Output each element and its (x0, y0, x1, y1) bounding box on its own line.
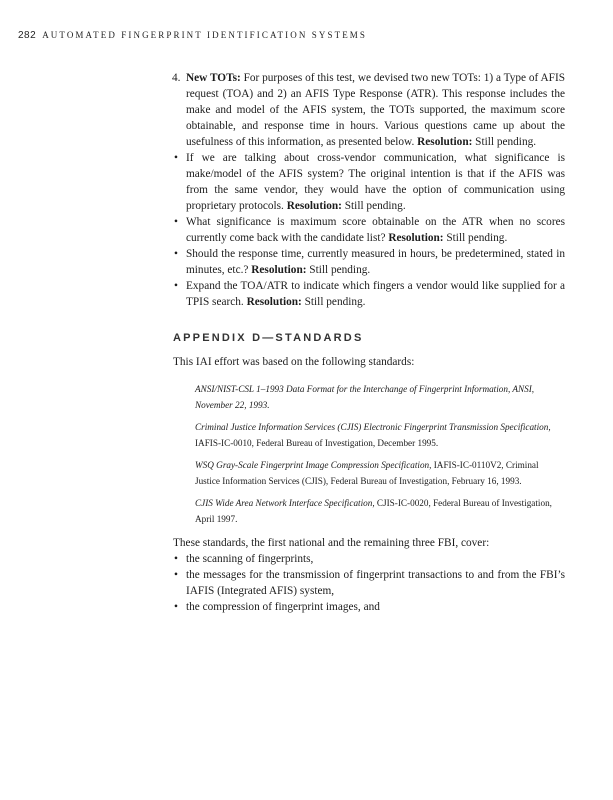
resolution-text: Still pending. (443, 232, 508, 244)
list-item (173, 599, 565, 615)
reference-item (195, 496, 565, 527)
item-label: New TOTs: (186, 72, 241, 84)
reference-title: WSQ Gray-Scale Fingerprint Image Compression Specification, (195, 460, 432, 470)
reference-title: Criminal Justice Information Services (CJIS) Electronic Fingerprint Transmission Specification, (195, 422, 551, 432)
list-item-text: the scanning of fingerprints, (186, 553, 314, 565)
list-item-text: the compression of fingerprint images, and (186, 601, 380, 613)
sub-bullet-list (173, 150, 565, 310)
running-head (18, 30, 367, 41)
cover-list (173, 551, 565, 615)
reference-details: CJIS-IC-0020, Federal Bureau of Investigation, April 1997. (195, 498, 552, 524)
list-item (173, 214, 565, 246)
list-item-text: If we are talking about cross-vendor communication, what significance is make/model of the AFIS system? The original intention is that if the AFIS was from the same vendor, they would have the option of communication using proprietary protocols. (186, 152, 565, 212)
reference-title: CJIS Wide Area Network Interface Specification, (195, 498, 375, 508)
list-item-text: Expand the TOA/ATR to indicate which fingers a vendor would like supplied for a TPIS search. (186, 280, 565, 308)
bullet-icon: • (174, 152, 178, 164)
reference-item (195, 420, 565, 451)
page-content (173, 70, 565, 615)
resolution-text: Still pending. (341, 200, 406, 212)
list-item (173, 246, 565, 278)
resolution-label: Resolution: (246, 296, 302, 308)
reference-item (195, 382, 565, 413)
reference-list (195, 382, 565, 527)
resolution-text: Still pending. (472, 136, 537, 148)
bullet-icon: • (174, 216, 178, 228)
list-item (173, 567, 565, 599)
list-item-text: What significance is maximum score obtainable on the ATR when no scores currently come back with the candidate list? (186, 216, 565, 244)
reference-details: IAFIS-IC-0110V2, Criminal Justice Information Services (CJIS), Federal Bureau of Investigation, February 16, 1993. (195, 460, 539, 486)
appendix-intro: This IAI effort was based on the following standards: (173, 356, 415, 368)
running-title: AUTOMATED FINGERPRINT IDENTIFICATION SYSTEMS (42, 30, 368, 40)
cover-text: These standards, the first national and the remaining three FBI, cover: (173, 537, 490, 549)
reference-title: ANSI/NIST-CSL 1–1993 Data Format for the Interchange of Fingerprint Information, ANSI, November 22, 1993. (195, 384, 535, 410)
reference-details: IAFIS-IC-0010, Federal Bureau of Investigation, December 1995. (195, 437, 439, 448)
numbered-item-4 (173, 70, 565, 150)
list-item-text: the messages for the transmission of fingerprint transactions to and from the FBI’s IAFIS (Integrated AFIS) system, (186, 569, 565, 597)
resolution-label: Resolution: (388, 232, 444, 244)
list-item-text: Should the response time, currently measured in hours, be predetermined, stated in minutes, etc.? (186, 248, 565, 276)
resolution-label: Resolution: (251, 264, 307, 276)
bullet-icon: • (174, 248, 178, 260)
bullet-icon: • (174, 280, 178, 292)
resolution-text: Still pending. (301, 296, 366, 308)
list-item (173, 150, 565, 214)
list-item (173, 278, 565, 310)
resolution-text: Still pending. (306, 264, 371, 276)
bullet-icon: • (174, 601, 178, 613)
item-number: 4. (172, 72, 181, 84)
reference-item (195, 458, 565, 489)
resolution-label: Resolution: (417, 136, 473, 148)
item-text: For purposes of this test, we devised two new TOTs: 1) a Type of AFIS request (TOA) and 2) an AFIS Type Response (ATR). This response includes the make and model of the AFIS system, the TOTs supported, the maximum score obtainable, and response time in hours. Various questions came up about the usefulness of this information, as presented below. (186, 72, 565, 148)
page-number: 282 (18, 30, 37, 41)
bullet-icon: • (174, 553, 178, 565)
appendix-heading: APPENDIX D—STANDARDS (173, 332, 364, 344)
list-item (173, 551, 565, 567)
bullet-icon: • (174, 569, 178, 581)
resolution-label: Resolution: (286, 200, 342, 212)
